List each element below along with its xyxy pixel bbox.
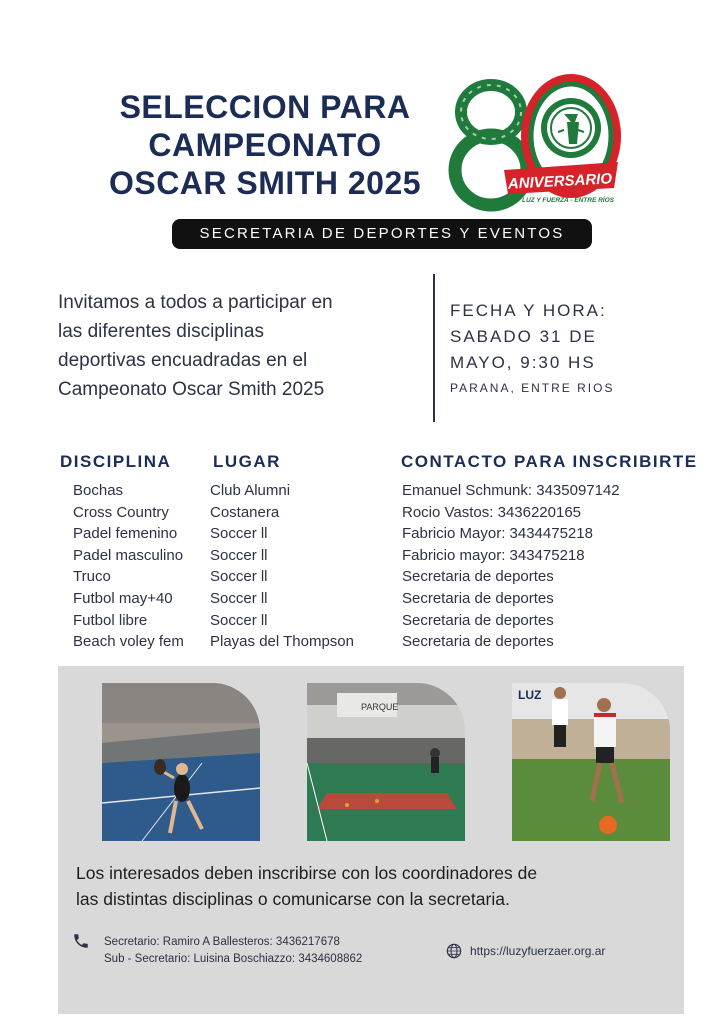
list-item: Soccer ll bbox=[210, 525, 268, 543]
intro-line: las diferentes disciplinas bbox=[58, 321, 264, 342]
list-item: Padel femenino bbox=[73, 525, 178, 543]
list-item: Futbol libre bbox=[73, 611, 148, 629]
disciplinas-list bbox=[73, 480, 184, 653]
list-item: Secretaria de deportes bbox=[402, 633, 554, 651]
photo-padel bbox=[102, 683, 260, 841]
header-disciplina: DISCIPLINA bbox=[60, 452, 172, 471]
list-item: Soccer ll bbox=[210, 589, 268, 607]
footer-message bbox=[76, 860, 666, 912]
intro-line: deportivas encuadradas en el bbox=[58, 350, 308, 371]
list-item: Club Alumni bbox=[210, 482, 291, 499]
title-line: OSCAR SMITH 2025 bbox=[108, 165, 422, 201]
date-line: FECHA Y HORA: bbox=[450, 301, 607, 320]
header-lugar: LUGAR bbox=[213, 452, 281, 471]
list-item: Truco bbox=[73, 568, 111, 586]
photo-soccer bbox=[512, 683, 670, 841]
list-item: Padel masculino bbox=[73, 546, 184, 564]
list-item: Secretaria de deportes bbox=[402, 568, 554, 586]
list-item: Bochas bbox=[73, 482, 124, 499]
intro-line: Invitamos a todos a participar en bbox=[58, 292, 333, 313]
globe-icon bbox=[446, 943, 462, 959]
list-item: Cross Country bbox=[73, 503, 169, 521]
list-item: Emanuel Schmunk: 3435097142 bbox=[402, 482, 620, 499]
list-item: Rocio Vastos: 3436220165 bbox=[402, 503, 582, 521]
date-line: SABADO 31 DE bbox=[450, 327, 597, 346]
page-title bbox=[80, 88, 450, 202]
list-item: Fabricio Mayor: 3434475218 bbox=[402, 525, 593, 543]
logo-subtitle: LUZ Y FUERZA - ENTRE RÍOS bbox=[522, 197, 614, 204]
event-location: PARANA, ENTRE RIOS bbox=[450, 381, 615, 395]
photo-futsal bbox=[307, 683, 465, 841]
photo-sign-text: PARQUE bbox=[361, 702, 399, 712]
list-item: Soccer ll bbox=[210, 611, 268, 629]
list-item: Costanera bbox=[210, 503, 280, 521]
intro-text bbox=[58, 288, 430, 404]
list-item: Futbol may+40 bbox=[73, 589, 173, 607]
subsecretario-contact: Sub - Secretario: Luisina Boschiazzo: 3434608862 bbox=[104, 953, 363, 965]
anniversary-logo bbox=[446, 70, 626, 220]
title-line: SELECCION PARA bbox=[119, 89, 411, 125]
title-line: CAMPEONATO bbox=[148, 127, 382, 163]
department-banner: SECRETARIA DE DEPORTES Y EVENTOS bbox=[172, 219, 592, 249]
list-item: Beach voley fem bbox=[73, 633, 184, 651]
list-item: Secretaria de deportes bbox=[402, 589, 554, 607]
lugares-list bbox=[210, 480, 354, 653]
date-line: MAYO, 9:30 HS bbox=[450, 353, 596, 372]
footer-line: Los interesados deben inscribirse con los coordinadores de bbox=[76, 863, 538, 883]
footer-line: las distintas disciplinas o comunicarse con la secretaria. bbox=[76, 889, 510, 909]
list-item: Fabricio mayor: 343475218 bbox=[402, 546, 585, 564]
contactos-list bbox=[402, 480, 620, 653]
logo-ribbon-text: ANIVERSARIO bbox=[507, 170, 613, 193]
list-item: Secretaria de deportes bbox=[402, 611, 554, 629]
intro-line: Campeonato Oscar Smith 2025 bbox=[58, 379, 325, 400]
event-date bbox=[450, 298, 710, 376]
list-item: Soccer ll bbox=[210, 568, 268, 586]
divider bbox=[433, 274, 435, 422]
contact-info bbox=[104, 934, 362, 968]
website-link[interactable]: https://luzyfuerzaer.org.ar bbox=[470, 944, 606, 958]
header-contacto: CONTACTO PARA INSCRIBIRTE bbox=[401, 452, 698, 471]
list-item: Playas del Thompson bbox=[210, 633, 354, 651]
phone-icon bbox=[72, 932, 90, 950]
photo-banner-text: LUZ bbox=[518, 688, 542, 702]
list-item: Soccer ll bbox=[210, 546, 268, 564]
secretario-contact: Secretario: Ramiro A Ballesteros: 3436217678 bbox=[104, 936, 340, 948]
